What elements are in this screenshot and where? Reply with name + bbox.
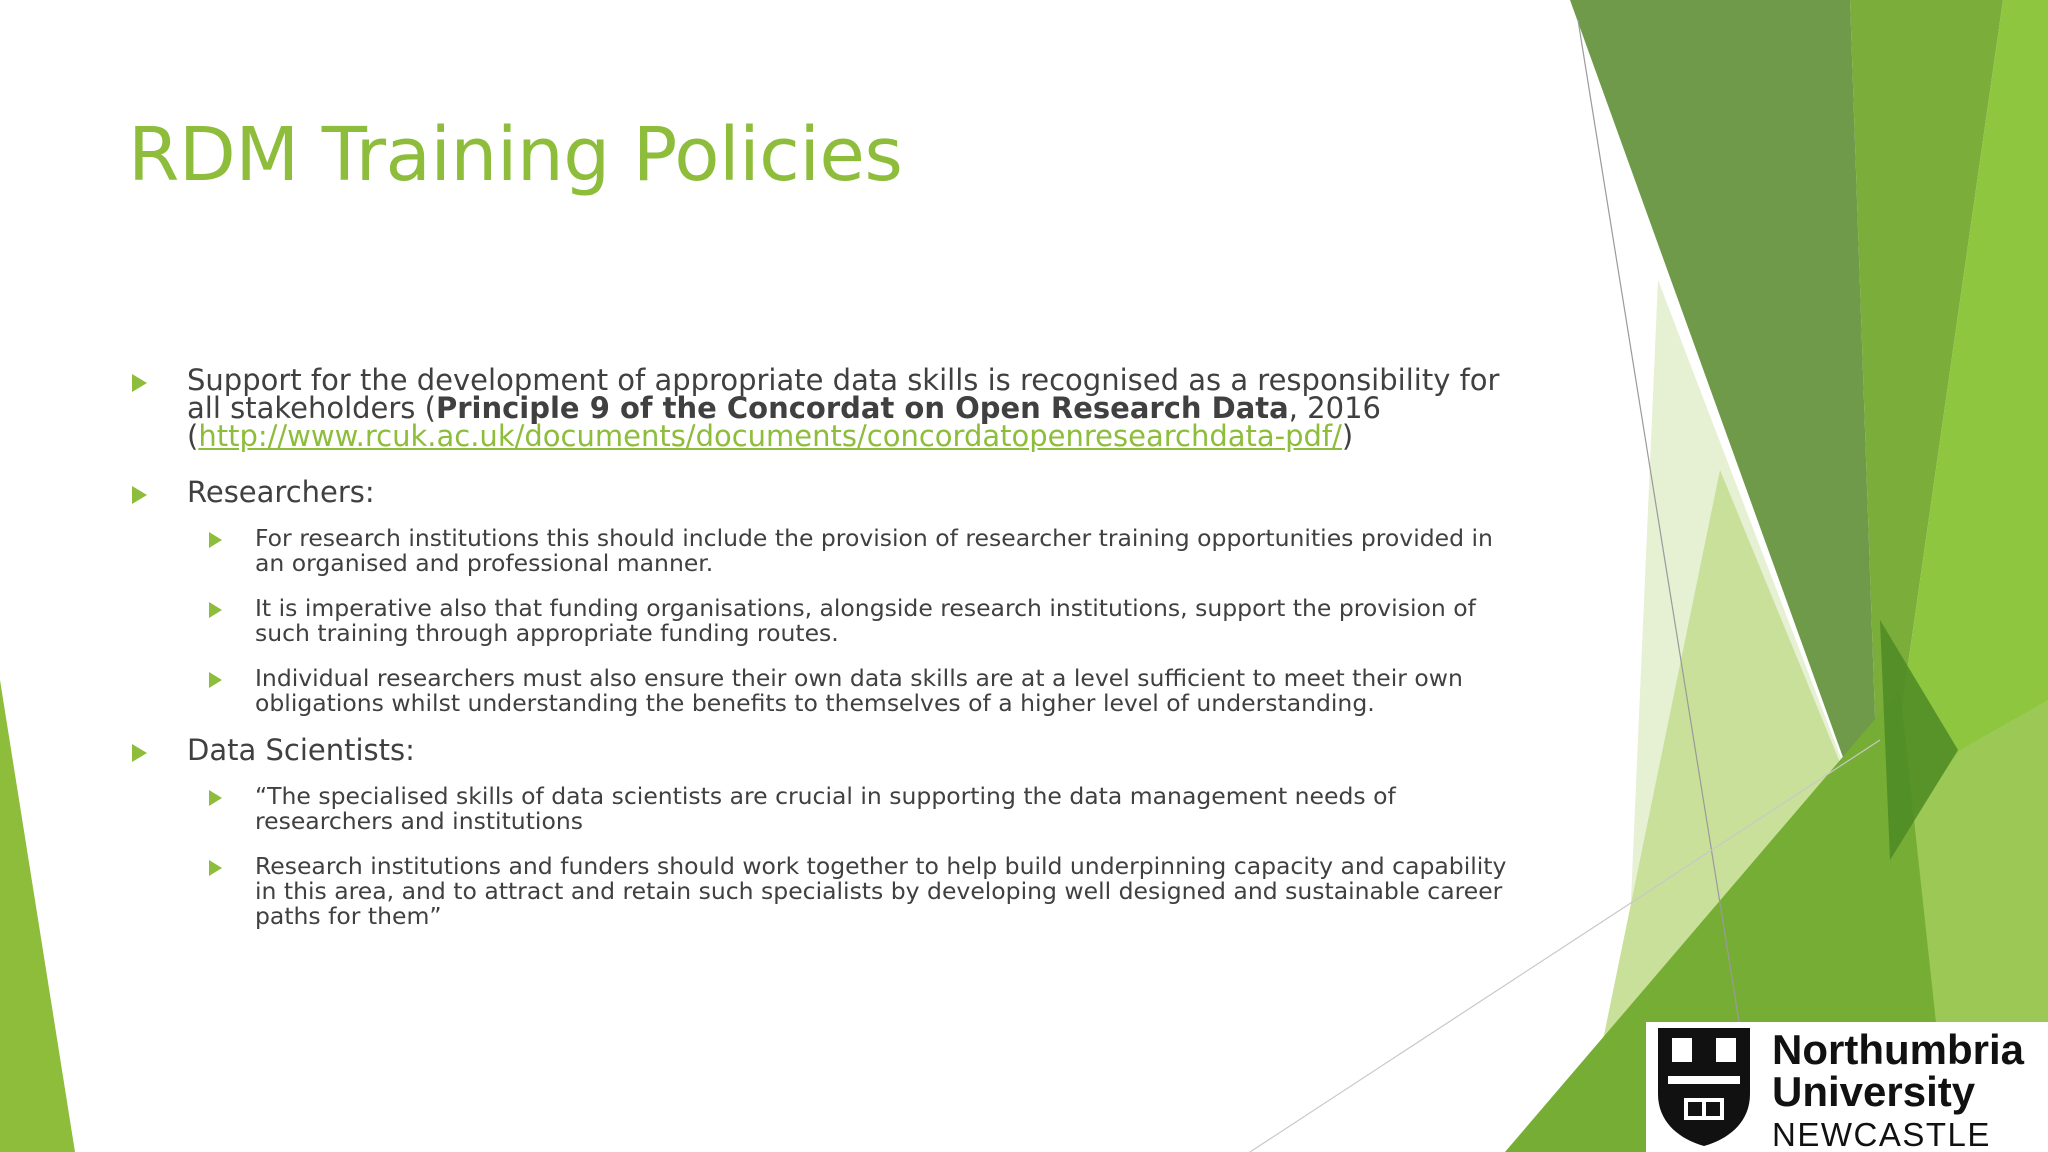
bullet-text: Support for the development of appropriate data skills is recognised as a responsibility for all stakeholders ( [187, 363, 1500, 425]
sub-bullet [128, 666, 1528, 716]
bullet-text: Data Scientists: [187, 733, 415, 767]
sub-bullet [128, 526, 1528, 576]
bullet-arrow-icon [132, 744, 147, 762]
sub-bullet-arrow-icon [209, 672, 222, 688]
bullet-text: Researchers: [187, 475, 375, 509]
bullet-text: , 2016 ( [187, 391, 1381, 453]
sub-bullet-arrow-icon [209, 790, 222, 806]
sub-bullet-text: “The specialised skills of data scientists are crucial in supporting the data management needs of researchers and institutions [255, 782, 1396, 835]
bullet-list [128, 363, 1528, 949]
sub-bullet-text: For research institutions this should include the provision of researcher training opportunities provided in an organised and professional manner. [255, 524, 1493, 577]
crest-icon [1654, 1024, 1754, 1148]
sub-bullet-text: It is imperative also that funding organisations, alongside research institutions, support the provision of such training through appropriate funding routes. [255, 594, 1476, 647]
concordat-link[interactable]: http://www.rcuk.ac.uk/documents/documents/concordatopenresearchdata-pdf/ [198, 419, 1342, 453]
logo-line3: NEWCASTLE [1772, 1116, 1991, 1152]
bullet-concordat [128, 363, 1528, 453]
sub-bullet [128, 596, 1528, 646]
sub-bullet-arrow-icon [209, 860, 222, 876]
sub-bullet [128, 784, 1528, 834]
logo-line2: University [1772, 1068, 1976, 1115]
sub-bullet-arrow-icon [209, 532, 222, 548]
bullet-text: ) [1341, 419, 1354, 453]
bullet-bold-text: Principle 9 of the Concordat on Open Research Data [435, 391, 1289, 425]
logo-line1: Northumbria [1772, 1026, 2024, 1073]
sub-bullet-text: Research institutions and funders should work together to help build underpinning capacity and capability in this area, and to attract and retain such specialists by developing well designed and sustainable career paths for them” [255, 852, 1507, 930]
university-logo [1646, 1022, 2048, 1152]
bullet-arrow-icon [132, 374, 147, 392]
sub-bullet [128, 854, 1528, 929]
bullet-researchers [128, 475, 1528, 509]
slide-title: RDM Training Policies [128, 112, 903, 198]
sub-bullet-text: Individual researchers must also ensure their own data skills are at a level sufficient to meet their own obligations whilst understanding the benefits to themselves of a higher level of understanding. [255, 664, 1463, 717]
sub-bullet-arrow-icon [209, 602, 222, 618]
bullet-arrow-icon [132, 486, 147, 504]
bullet-data-scientists [128, 733, 1528, 767]
